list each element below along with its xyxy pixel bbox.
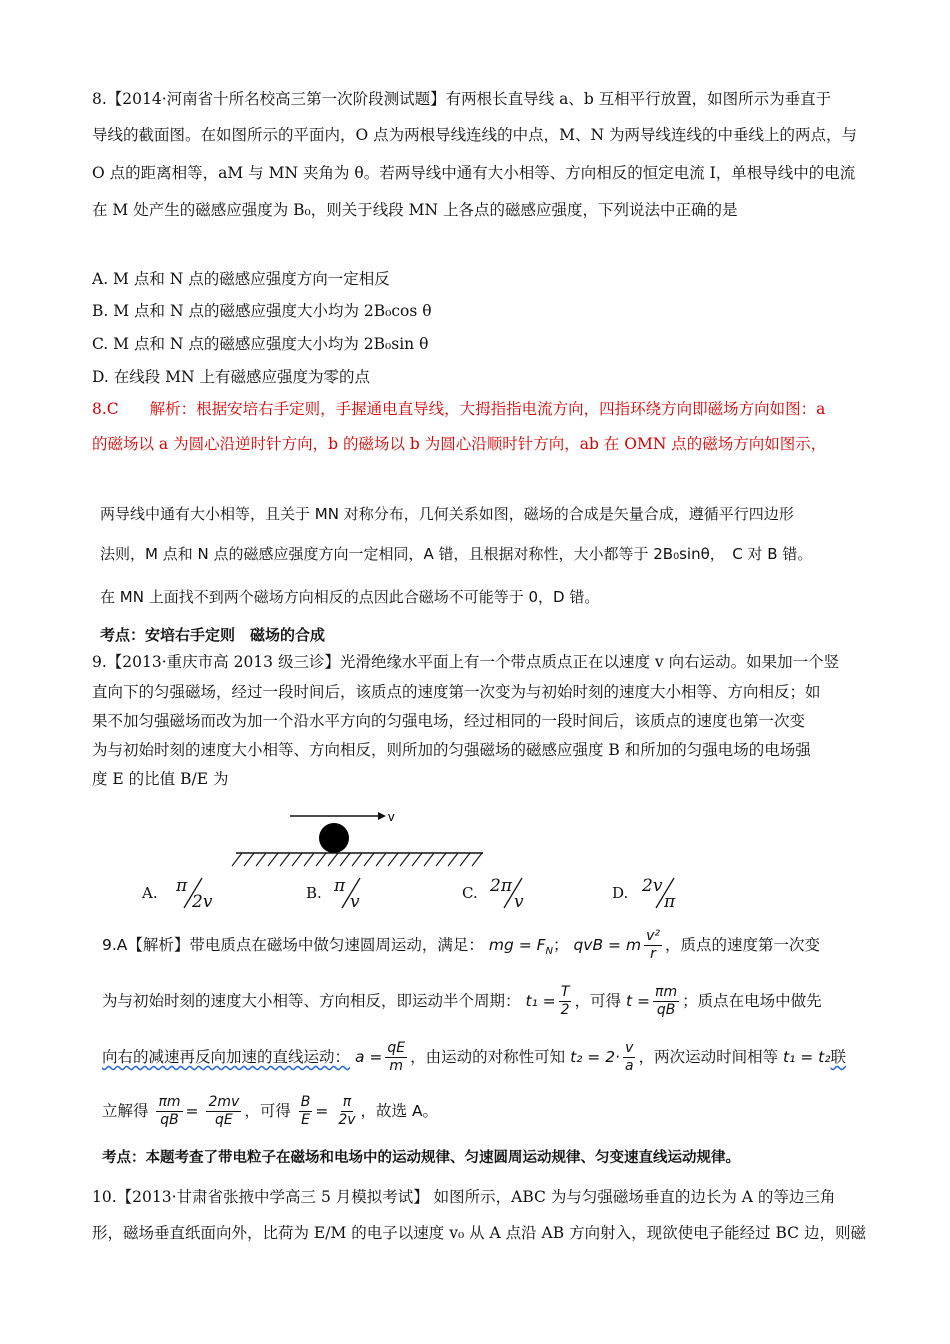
charged-ball [319, 823, 349, 853]
velocity-label: v [388, 809, 395, 824]
q8-stem-line-2: 导线的截面图。在如图所示的平面内，O 点为两根导线连线的中点，M、N 为两导线连线的中垂线上的两点，与 [92, 126, 857, 144]
q9-stem-line-1: 9.【2013·重庆市高 2013 级三诊】光滑绝缘水平面上有一个带点质点正在以速度 v 向右运动。如果加一个竖 [92, 653, 840, 671]
q8-kaodian: 考点：安培右手定则 磁场的合成 [100, 626, 326, 644]
q8-stem-line-1: 8.【2014·河南省十所名校高三第一次阶段测试题】有两根长直导线 a、b 互相平行放置，如图所示为垂直于 [92, 90, 832, 108]
q9-solution-line-2: 为与初始时刻的速度大小相等、方向相反，即运动半个周期： t₁ = $\frac{T}{2}$ ，可得 t = $\frac{\pi m}{qB}$ ；质点在电场中做先 [102, 984, 822, 1018]
q8-option-c: C. M 点和 N 点的磁感应强度大小均为 2B₀sin θ [92, 335, 429, 353]
ground-hatching [232, 853, 482, 866]
q9-stem-line-3: 果不加匀强磁场而改为加一个沿水平方向的匀强电场，经过相同的一段时间后，该质点的速度也第一次变 [92, 712, 806, 730]
q8-option-b: B. M 点和 N 点的磁感应强度大小均为 2B₀cos θ [92, 302, 432, 320]
q8-explain-line-2: 法则，M 点和 N 点的磁感应强度方向一定相同，A 错，且根据对称性，大小都等于 2B₀sinθ， C 对 B 错。 [100, 545, 813, 563]
q8-option-a: A. M 点和 N 点的磁感应强度方向一定相反 [92, 270, 390, 288]
q9-solution-line-4: 立解得 $\frac{\pi m}{qB}$ = $\frac{2mv}{qE}$ ，可得 $\frac{B}{E}$ = $\frac{\pi}{2v}$ ，故选 A。 [102, 1094, 439, 1128]
q9-stem-line-4: 为与初始时刻的速度大小相等、方向相反，则所加的匀强磁场的磁感应强度 B 和所加的匀强电场的电场强 [92, 741, 811, 759]
q8-option-d: D. 在线段 MN 上有磁感应强度为零的点 [92, 368, 371, 386]
q10-stem-line-1: 10.【2013·甘肃省张掖中学高三 5 月模拟考试】 如图所示，ABC 为与匀强磁场垂直的边长为 A 的等边三角 [92, 1188, 836, 1206]
q9-figure [228, 800, 498, 870]
q9-solution-line-1: 9.A【解析】带电质点在磁场中做匀速圆周运动，满足： mg = $F_N$； qvB = m $\frac{\text{v²}}{r}$ ，质点的速度第一次变 [102, 928, 820, 962]
q9-kaodian: 考点：本题考查了带电粒子在磁场和电场中的运动规律、匀速圆周运动规律、匀变速直线运动规律。 [102, 1150, 740, 1166]
q10-stem-line-2: 形，磁场垂直纸面向外，比荷为 E/M 的电子以速度 v₀ 从 A 点沿 AB 方向射入，现欲使电子能经过 BC 边，则磁 [92, 1224, 866, 1242]
q8-explain-line-3: 在 MN 上面找不到两个磁场方向相反的点因此合磁场不可能等于 0，D 错。 [100, 588, 600, 606]
q8-answer-line-1: 8.C 解析：根据安培右手定则，手握通电直导线，大拇指指电流方向，四指环绕方向即磁场方向如图：a [92, 400, 826, 418]
velocity-arrow [290, 812, 386, 820]
q9-solution-line-3: 向右的减速再反向加速的直线运动： a = $\frac{qE}{m}$ ，由运动的对称性可知 t₂ = 2· $\frac{v}{a}$ ，两次运动时间相等 t₁ = t₂联 [102, 1040, 846, 1074]
q8-answer-line-2: 的磁场以 a 为圆心沿逆时针方向，b 的磁场以 b 为圆心沿顺时针方向，ab 在 OMN 点的磁场方向如图示， [92, 435, 827, 453]
q8-stem-line-3: O 点的距离相等，aM 与 MN 夹角为 θ。若两导线中通有大小相等、方向相反的恒定电流 I，单根导线中的电流 [92, 164, 856, 182]
q9-stem-line-2: 直向下的匀强磁场，经过一段时间后，该质点的速度第一次变为与初始时刻的速度大小相等、方向相反；如 [92, 683, 821, 701]
q8-explain-line-1: 两导线中通有大小相等，且关于 MN 对称分布，几何关系如图，磁场的合成是矢量合成，遵循平行四边形 [100, 505, 794, 523]
q8-stem-line-4: 在 M 处产生的磁感应强度为 B₀，则关于线段 MN 上各点的磁感应强度，下列说法中正确的是 [92, 201, 738, 219]
q9-stem-line-5: 度 E 的比值 B/E 为 [92, 770, 229, 788]
